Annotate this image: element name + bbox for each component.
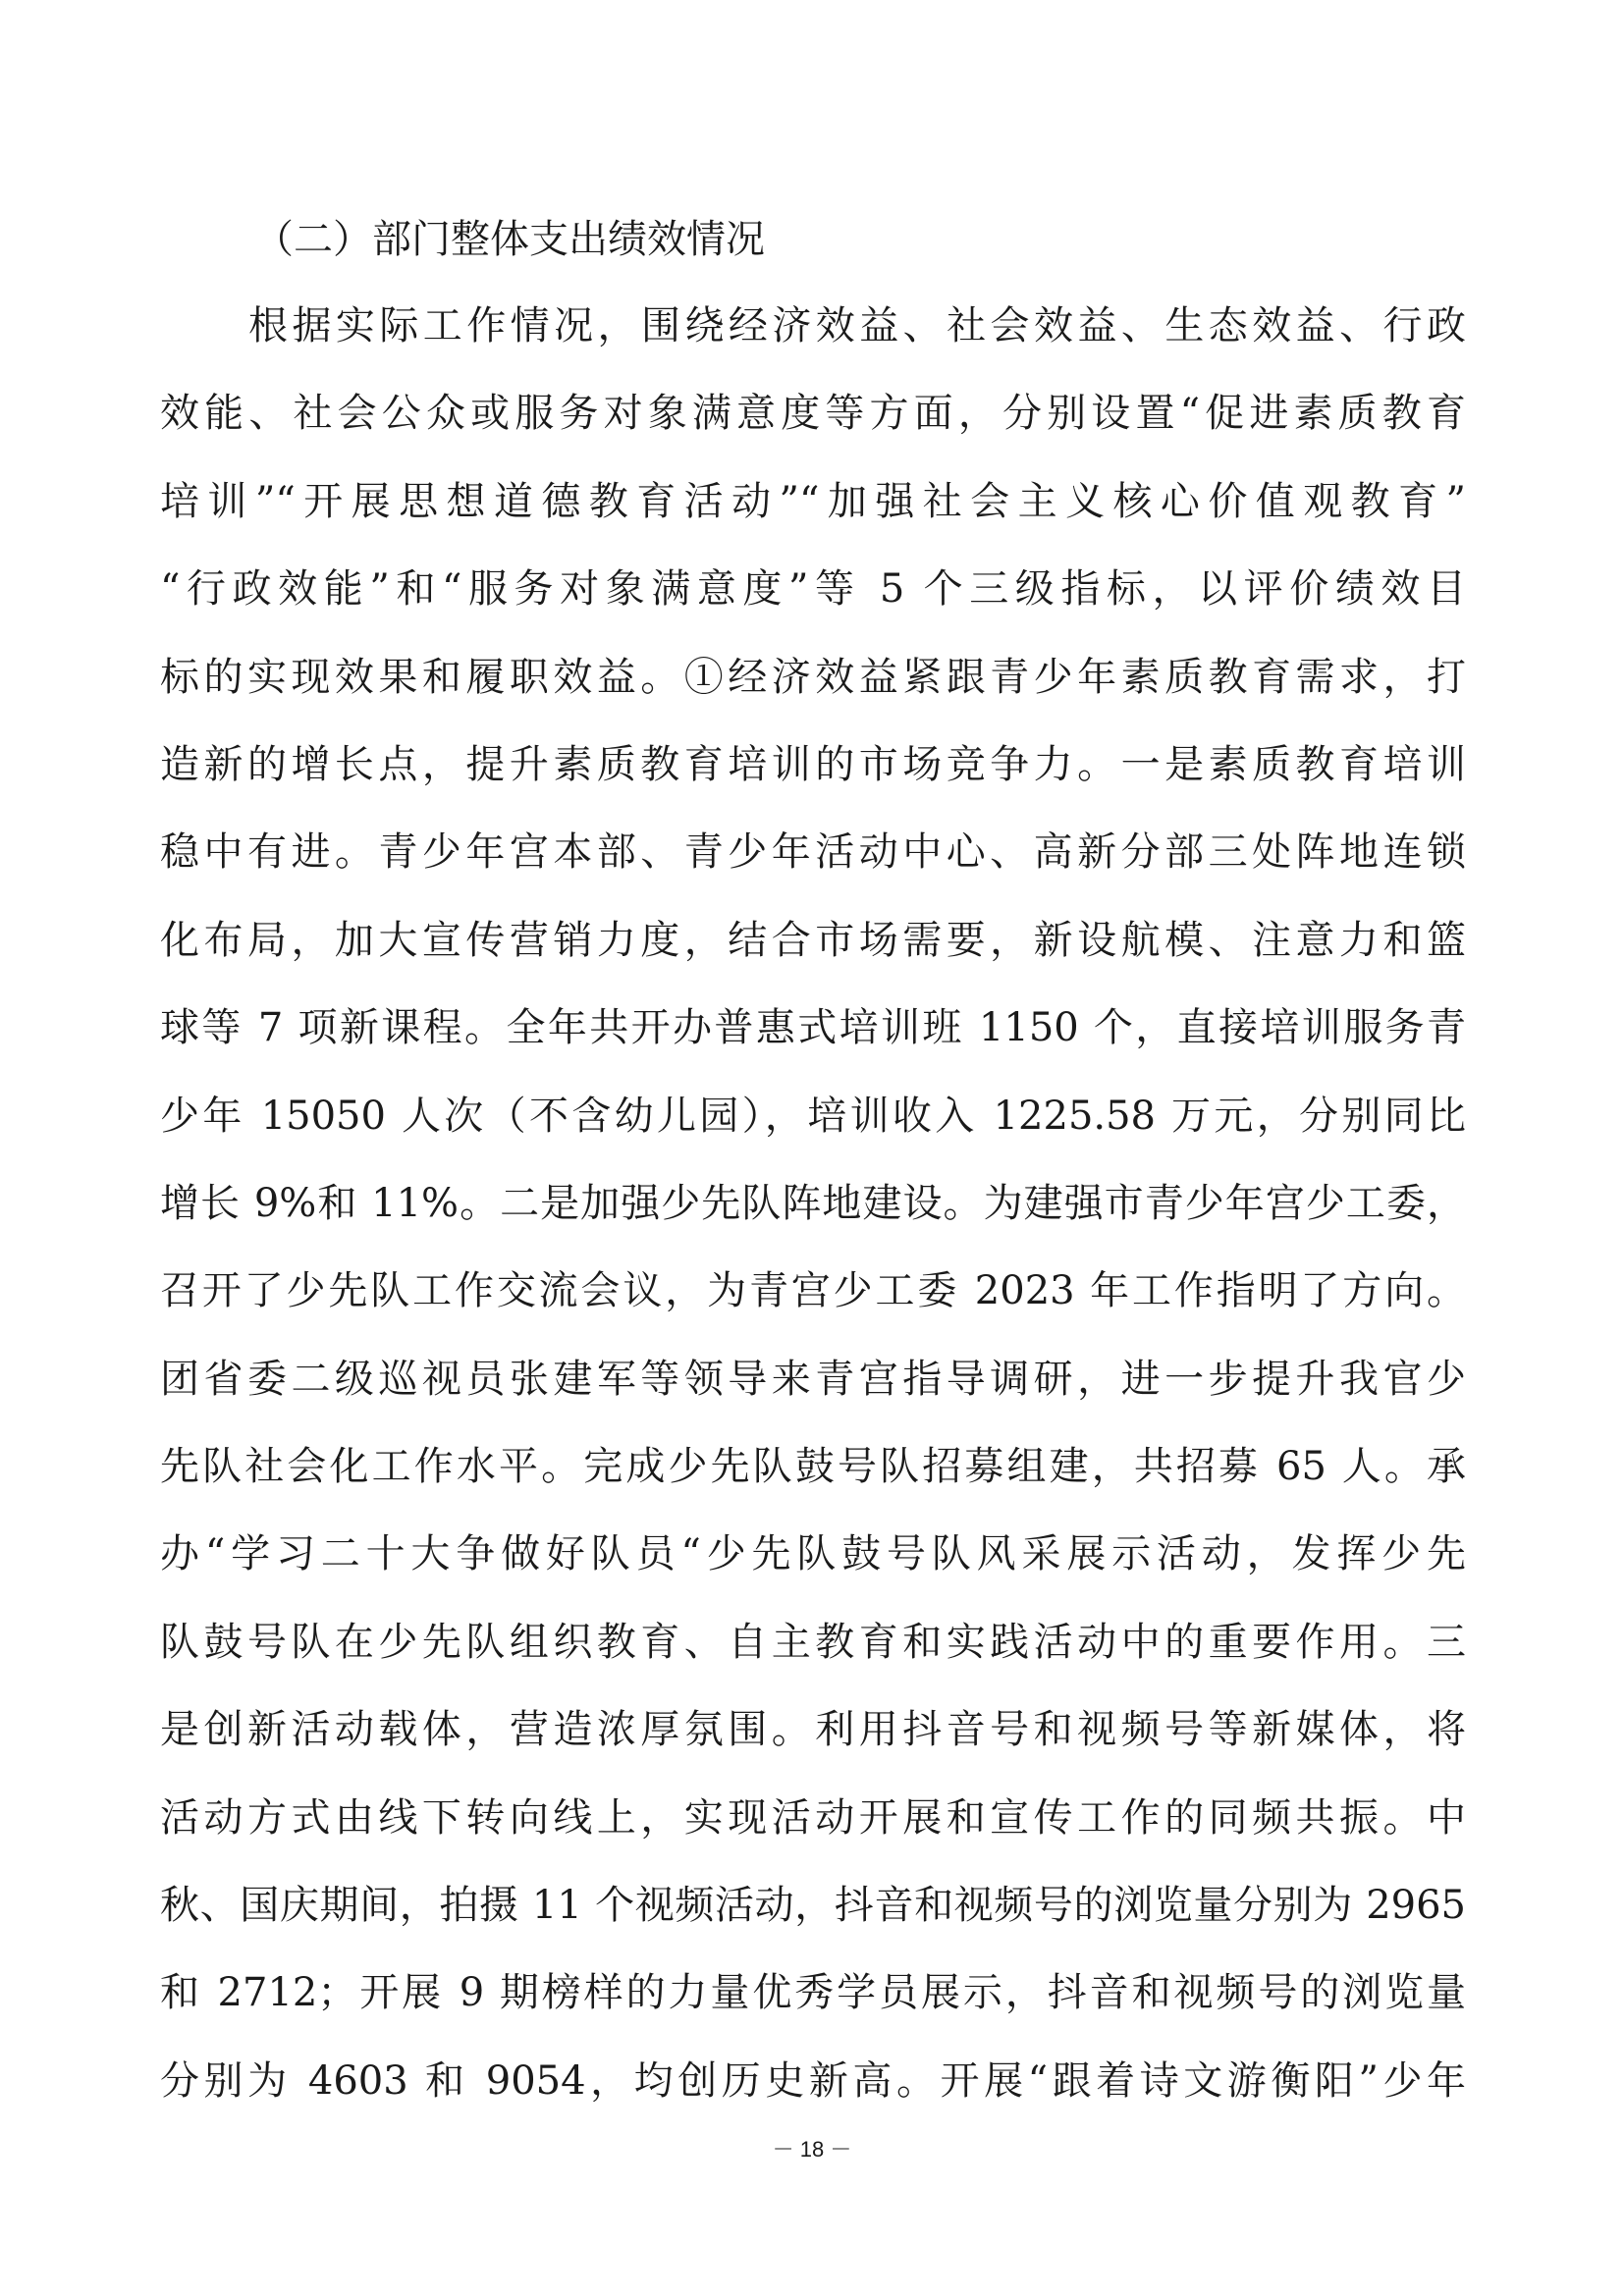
text-line: 先队社会化工作水平。完成少先队鼓号队招募组建，共招募 65 人。承: [160, 1444, 1466, 1490]
page-number: － 18 －: [772, 2137, 852, 2162]
text-line: 活动方式由线下转向线上，实现活动开展和宣传工作的同频共振。中: [160, 1794, 1466, 1841]
text-line: 效能、社会公众或服务对象满意度等方面，分别设置“促进素质教育: [160, 391, 1466, 437]
text-line: 增长 9%和 11%。二是加强少先队阵地建设。为建强市青少年宫少工委，: [160, 1180, 1466, 1226]
text-line: 稳中有进。青少年宫本部、青少年活动中心、高新分部三处阵地连锁: [160, 829, 1466, 876]
text-line: 少年 15050 人次（不含幼儿园），培训收入 1225.58 万元，分别同比: [160, 1093, 1466, 1139]
text-line: 是创新活动载体，营造浓厚氛围。利用抖音号和视频号等新媒体，将: [160, 1707, 1466, 1753]
text-line: 召开了少先队工作交流会议，为青宫少工委 2023 年工作指明了方向。: [160, 1268, 1466, 1314]
text-line: 秋、国庆期间，拍摄 11 个视频活动，抖音和视频号的浏览量分别为 2965: [160, 1883, 1466, 1929]
text-line: “行政效能”和“服务对象满意度”等 5 个三级指标，以评价绩效目: [160, 566, 1466, 613]
text-line: 球等 7 项新课程。全年共开办普惠式培训班 1150 个，直接培训服务青: [160, 1005, 1466, 1051]
text-line: 和 2712；开展 9 期榜样的力量优秀学员展示，抖音和视频号的浏览量: [160, 1970, 1466, 2016]
text-line: 队鼓号队在少先队组织教育、自主教育和实践活动中的重要作用。三: [160, 1619, 1466, 1665]
text-line: 标的实现效果和履职效益。①经济效益紧跟青少年素质教育需求，打: [160, 654, 1466, 700]
text-line: 根据实际工作情况，围绕经济效益、社会效益、生态效益、行政: [248, 303, 1466, 348]
text-line: 团省委二级巡视员张建军等领导来青宫指导调研，进一步提升我官少: [160, 1356, 1466, 1402]
text-line: 分别为 4603 和 9054，均创历史新高。开展“跟着诗文游衡阳”少年: [160, 2057, 1466, 2104]
section-heading: （二）部门整体支出绩效情况: [254, 217, 765, 262]
text-line: 培训”“开展思想道德教育活动”“加强社会主义核心价值观教育”: [160, 478, 1466, 524]
body-text: [160, 296, 1466, 2139]
text-line: 化布局，加大宣传营销力度，结合市场需要，新设航模、注意力和篮: [160, 917, 1466, 963]
text-line: 办“学习二十大争做好队员“少先队鼓号队风采展示活动，发挥少先: [160, 1531, 1466, 1577]
text-line: 造新的增长点，提升素质教育培训的市场竞争力。一是素质教育培训: [160, 741, 1466, 787]
